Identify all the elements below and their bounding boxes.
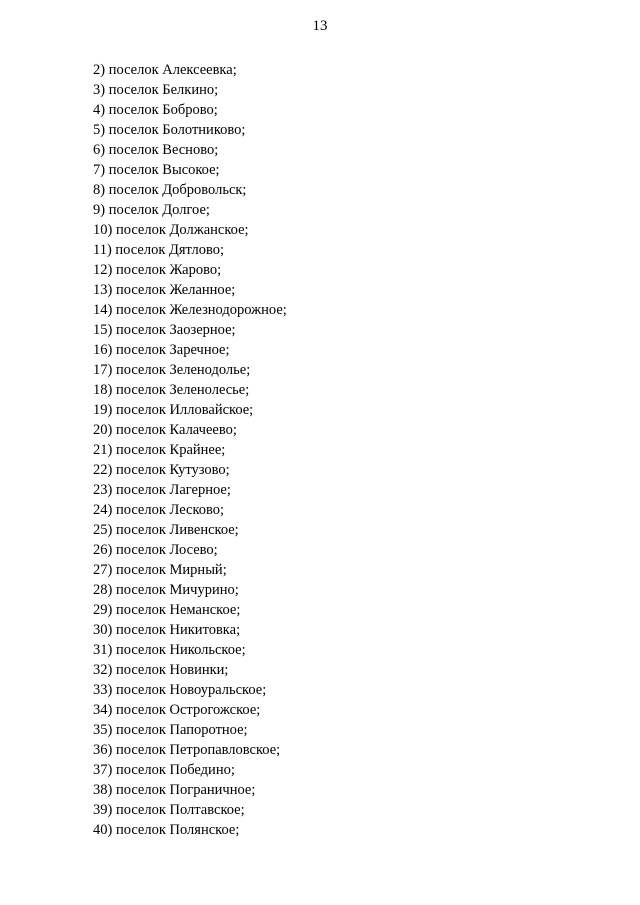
- list-item: 21) поселок Крайнее;: [93, 442, 226, 458]
- list-item: 24) поселок Лесково;: [93, 502, 225, 518]
- list-item: 9) поселок Долгое;: [93, 202, 210, 218]
- list-item: 11) поселок Дятлово;: [93, 242, 225, 258]
- list-item: 37) поселок Победино;: [93, 762, 235, 778]
- list-item: 17) поселок Зеленодолье;: [93, 362, 251, 378]
- list-item: 4) поселок Боброво;: [93, 102, 218, 118]
- list-item: 31) поселок Никольское;: [93, 642, 246, 658]
- list-item: 32) поселок Новинки;: [93, 662, 229, 678]
- list-item: 20) поселок Калачеево;: [93, 422, 237, 438]
- list-item: 40) поселок Полянское;: [93, 822, 240, 838]
- list-item: 35) поселок Папоротное;: [93, 722, 248, 738]
- list-item: 18) поселок Зеленолесье;: [93, 382, 250, 398]
- list-item: 13) поселок Желанное;: [93, 282, 236, 298]
- list-item: 6) поселок Весново;: [93, 142, 219, 158]
- list-item: 30) поселок Никитовка;: [93, 622, 241, 638]
- list-item: 34) поселок Острогожское;: [93, 702, 261, 718]
- list-item: 14) поселок Железнодорожное;: [93, 302, 287, 318]
- list-item: 8) поселок Добровольск;: [93, 182, 247, 198]
- list-item: 27) поселок Мирный;: [93, 562, 227, 578]
- list-item: 33) поселок Новоуральское;: [93, 682, 267, 698]
- list-item: 28) поселок Мичурино;: [93, 582, 239, 598]
- list-item: 7) поселок Высокое;: [93, 162, 220, 178]
- list-item: 2) поселок Алексеевка;: [93, 62, 237, 78]
- list-item: 16) поселок Заречное;: [93, 342, 230, 358]
- list-item: 38) поселок Пограничное;: [93, 782, 256, 798]
- list-item: 39) поселок Полтавское;: [93, 802, 245, 818]
- list-item: 15) поселок Заозерное;: [93, 322, 236, 338]
- list-item: 36) поселок Петропавловское;: [93, 742, 281, 758]
- list-item: 25) поселок Ливенское;: [93, 522, 239, 538]
- list-item: 12) поселок Жарово;: [93, 262, 222, 278]
- list-item: 29) поселок Неманское;: [93, 602, 241, 618]
- list-item: 10) поселок Должанское;: [93, 222, 249, 238]
- list-item: 19) поселок Илловайское;: [93, 402, 254, 418]
- list-item: 23) поселок Лагерное;: [93, 482, 231, 498]
- settlement-list: [93, 60, 287, 840]
- list-item: 5) поселок Болотниково;: [93, 122, 246, 138]
- list-item: 26) поселок Лосево;: [93, 542, 218, 558]
- list-item: 3) поселок Белкино;: [93, 82, 219, 98]
- page-number: 13: [312, 18, 328, 34]
- list-item: 22) поселок Кутузово;: [93, 462, 230, 478]
